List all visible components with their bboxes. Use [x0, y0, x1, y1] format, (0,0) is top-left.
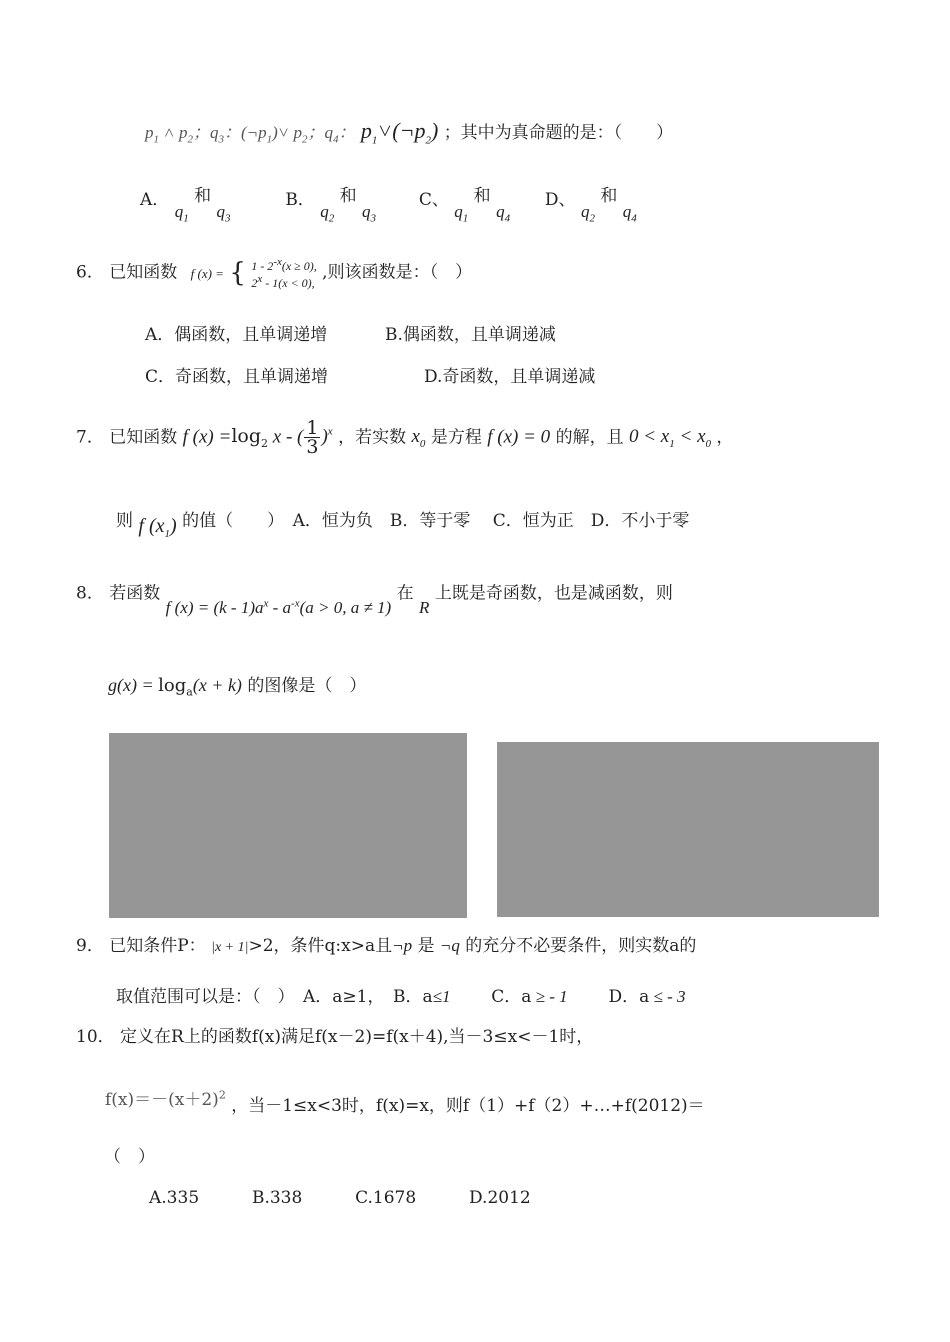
q9-line2: 取值范围可以是：（ ） A．a≥1， B．a: [116, 987, 433, 1007]
q5-option-c-q4: $q_4$: [496, 202, 511, 225]
q9-stem-mid2: 是: [417, 936, 435, 956]
q10-line3: （ ）: [104, 1147, 155, 1167]
q6-stem-after: ,则该函数是：（ ）: [322, 262, 473, 283]
q6-piecewise-definition: $1 - 2^{-x}(x \ge 0)$, 2$^x$ - 1(x < 0),: [251, 256, 317, 290]
q8-line2: $g(x) = \log_a(x + k)$ 的图像是（ ）: [108, 675, 367, 699]
q5-option-b-q3: $q_3$: [362, 202, 377, 225]
q7-function-definition: f (x) =: [182, 426, 232, 448]
q8-graph-image-left: [109, 733, 467, 918]
q5-option-d-label: D、: [544, 190, 576, 210]
q7-stem-before: 已知函数: [109, 427, 178, 448]
q10-line2-mid: ，当－1≤x<3时，f(x)=x，则f（1）+f（2）+…+f(2012)＝: [231, 1095, 705, 1116]
q9-line2: [116, 986, 686, 1008]
q5-stem-tail: ；其中为真命题的是：（ ）: [443, 123, 674, 143]
q5-q4-expression: $p_1˅(\neg p_2)$: [360, 118, 439, 147]
q7-fx1: f $(x_1)$: [138, 515, 177, 540]
q7-number: 7．: [76, 427, 104, 448]
q7-inequality: $0 < x_1 < x_0$: [628, 426, 712, 451]
q10-option-a: A.335: [149, 1188, 200, 1208]
q6-option-d: D.奇函数，且单调递减: [424, 367, 596, 387]
q9-line2-d: D．a: [608, 987, 650, 1007]
q8-stem-in: 在: [396, 583, 414, 604]
q10-line2: [105, 1080, 705, 1115]
q6-stem-before: 已知函数: [109, 262, 178, 283]
q5-propositions-line: [145, 120, 673, 151]
q5-option-c-label: C、: [418, 190, 449, 210]
q9-number: 9．: [76, 936, 104, 956]
q5-option-a-q3: $q_3$: [216, 202, 231, 225]
q7-stem-mid2: 是方程: [430, 427, 482, 448]
q8-stem-before: 若函数: [109, 583, 161, 604]
q5-propositions-math: $p_1$ ˄ $p_2$；$q_3$：$(\neg p_1)˅$ $p_2$；$q_4$：: [145, 123, 356, 146]
q8-line2-after: 的图像是（ ）: [247, 676, 367, 696]
q8-graph-image-right: [497, 742, 879, 917]
q7-fraction: $\frac{1}{3}$: [306, 417, 319, 459]
q9-not-p: ¬p: [392, 936, 413, 955]
q5-option-d-and: 和: [600, 186, 618, 206]
q10-option-b: B.338: [251, 1188, 303, 1208]
q5-option-b-q2: $q_2$: [320, 202, 335, 225]
q6-stem: [76, 256, 472, 290]
q5-option-b-and: 和: [339, 186, 357, 206]
q5-option-c-q1: $q_1$: [454, 202, 469, 225]
q8-number: 8．: [76, 583, 104, 604]
q7-line2: [116, 505, 689, 543]
q5-option-d-q4: $q_4$: [622, 202, 637, 225]
q9-stem-mid1: >2，条件q:x>a且: [248, 936, 393, 956]
q7-stem-end: ，: [716, 427, 734, 448]
q5-options-line: [140, 185, 637, 225]
q8-R: R: [419, 597, 430, 617]
q10-number: 10．: [76, 1027, 115, 1047]
q5-option-d-q2: $q_2$: [580, 202, 595, 225]
q7-stem-mid3: 的解，且: [555, 427, 624, 448]
q5-option-c-and: 和: [473, 186, 491, 206]
q9-stem-after: 的充分不必要条件，则实数a的: [465, 936, 697, 956]
q9-abs-expression: |x + 1|: [211, 940, 249, 955]
q7-x0: $x_0$: [411, 426, 426, 451]
q10-condition: $f(x)=-(x+2)^2$: [105, 1088, 226, 1110]
q9-option-b-value: ≤1: [432, 987, 451, 1006]
q10-option-c: C.1678: [355, 1188, 417, 1208]
q5-option-b-label: B．: [285, 190, 315, 210]
q6-function-name: f (x) =: [190, 265, 224, 281]
q9-stem: [76, 935, 696, 959]
q5-option-a-q1: $q_1$: [174, 202, 189, 225]
q6-option-c: C．奇函数，且单调递增: [145, 367, 329, 387]
q6-option-a: A．偶函数，且单调递增: [145, 325, 328, 345]
q9-option-c-value: ≥ - 1: [531, 987, 568, 1006]
q9-stem-before: 已知条件P：: [109, 936, 206, 956]
q8-g-function: g(x) =: [108, 675, 159, 695]
q10-options: [149, 1187, 531, 1209]
q8-stem-after: 上既是奇函数，也是减函数，则: [434, 583, 673, 604]
q10-line1: 定义在R上的函数f(x)满足f(x－2)=f(x＋4),当－3≤x<－1时，: [120, 1027, 594, 1047]
q5-option-a-label: A．: [140, 190, 170, 210]
q9-option-d-value: ≤ - 3: [649, 987, 686, 1006]
q10-stem: [76, 1026, 593, 1048]
q8-function-definition: f $(x) = (k - 1)a^x - a^{-x}(a > 0$, a ≠ 1): [165, 597, 392, 617]
q7-stem: 7． 已知函数 f $(x) =\log_2$ x - ( $\frac{1}{3}$ )$^x$ ，若实数 $x_0$ 是方程 f (x) = 0 的解，且 $0 < x_1 < x_0$ ，: [76, 417, 734, 459]
q9-line2-c: C．a: [491, 987, 532, 1007]
q6-brace: {: [229, 258, 246, 288]
q7-equation: f (x) = 0: [487, 426, 551, 448]
q5-option-a-and: 和: [194, 186, 212, 206]
q7-stem-mid1: ，若实数: [338, 427, 407, 448]
q7-line2-before: 则: [116, 511, 133, 531]
q9-not-q: ¬q: [439, 936, 460, 955]
q8-stem: [76, 572, 673, 617]
q10-option-d: D.2012: [469, 1188, 531, 1208]
q6-option-b: B.偶函数，且单调递减: [385, 325, 556, 345]
q6-number: 6．: [76, 262, 104, 283]
q7-line2-after: 的值（ ） A．恒为负 B．等于零 C．恒为正 D．不小于零: [182, 511, 690, 531]
